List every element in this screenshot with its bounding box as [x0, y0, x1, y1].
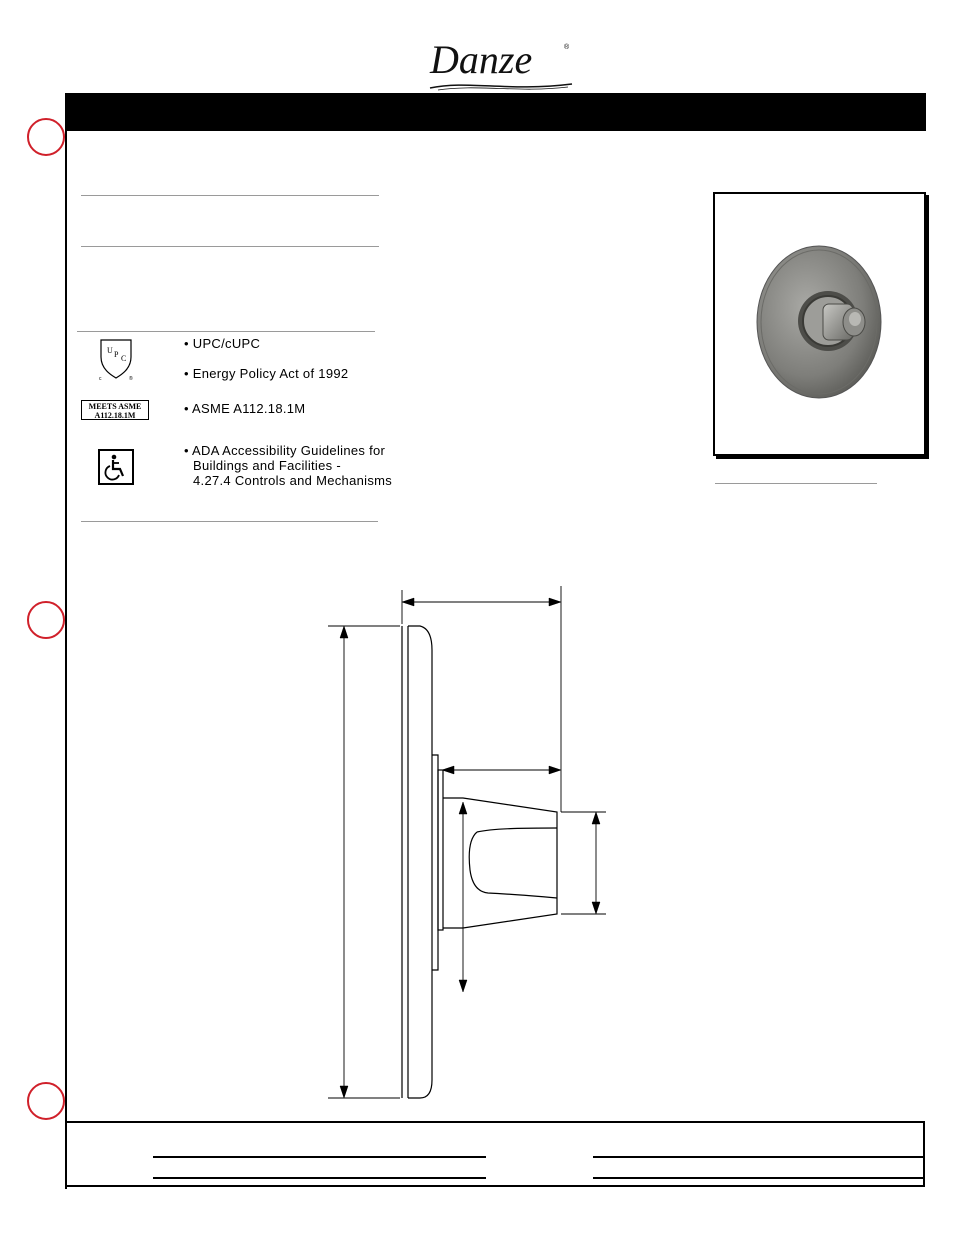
photo-caption-rule	[715, 483, 877, 484]
wheelchair-icon	[98, 449, 134, 485]
cert-ada-text	[184, 443, 392, 488]
header-bar	[65, 93, 926, 131]
product-photo-frame	[713, 192, 926, 456]
section-rule	[81, 246, 379, 247]
footer-field-line	[153, 1177, 486, 1179]
product-photo	[715, 194, 924, 454]
asme-badge-line2: A112.18.1M	[94, 411, 136, 420]
upc-letter-u: U	[107, 346, 113, 355]
cert-ada-line1: • ADA Accessibility Guidelines for	[184, 443, 386, 458]
asme-badge-line1: MEETS ASME	[88, 402, 142, 411]
section-rule	[81, 521, 378, 522]
asme-badge	[81, 400, 149, 420]
logo-swoosh-icon	[428, 78, 574, 92]
section-rule	[77, 331, 375, 332]
section-rule	[81, 195, 379, 196]
binder-hole-top	[27, 118, 65, 156]
footer-field-line	[593, 1177, 923, 1179]
upc-shield-icon	[96, 337, 138, 383]
registered-mark: ®	[564, 44, 570, 51]
cert-energy-policy-text: • Energy Policy Act of 1992	[184, 366, 349, 381]
cert-ada-line2: Buildings and Facilities -	[193, 458, 341, 473]
page-left-border	[65, 93, 67, 1189]
upc-small-c: c	[99, 376, 102, 382]
footer-field-line	[153, 1156, 486, 1158]
brand-logo-text: Danze	[430, 37, 533, 82]
footer-field-line	[593, 1156, 923, 1158]
technical-drawing	[320, 580, 620, 1110]
upc-letter-p: P	[114, 350, 119, 359]
cert-asme-text: • ASME A112.18.1M	[184, 401, 306, 416]
upc-reg-mark: ®	[129, 376, 133, 382]
binder-hole-bottom	[27, 1082, 65, 1120]
cert-ada-line3: 4.27.4 Controls and Mechanisms	[193, 473, 393, 488]
binder-hole-middle	[27, 601, 65, 639]
upc-letter-c: C	[121, 354, 127, 363]
cert-upc-text: • UPC/cUPC	[184, 336, 261, 351]
